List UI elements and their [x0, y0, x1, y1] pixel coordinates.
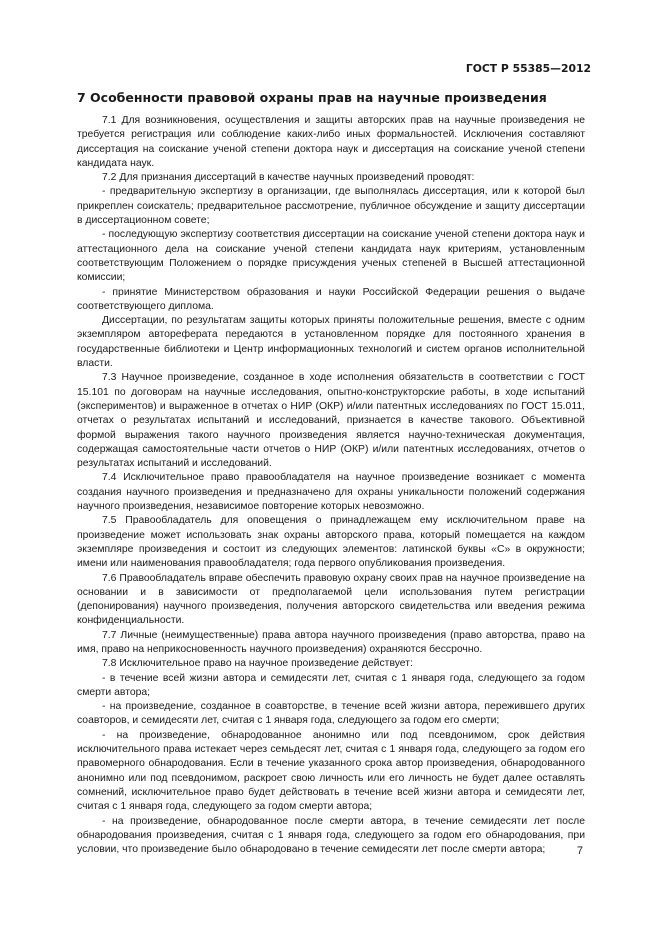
paragraph-7-5: 7.5 Правообладатель для оповещения о принадлежащем ему исключительном праве на произведение может использовать знак охраны авторского права, который помещается на каждом экземпляре произведения и состоит из следующих элементов: латинской буквы «C» в окружности; имени или наименования правообладателя; года первого опубликования произведения. [77, 515, 585, 570]
paragraph: Диссертации, по результатам защиты которых приняты положительные решения, вместе с одним экземпляром автореферата передаются в установленном порядке для постоянного хранения в государственные библиотеки и Центр информационных технологий и систем органов исполнительной власти. [77, 315, 585, 370]
list-item: - на произведение, созданное в соавторстве, в течение всей жизни автора, пережившего других соавторов, и семидесяти лет, считая с 1 января года, следующего за годом его смерти; [77, 701, 585, 727]
paragraph-7-3: 7.3 Научное произведение, созданное в ходе исполнения обязательств в соответствии с ГОСТ 15.101 по договорам на научные исследования, опытно-конструкторские работы, в ходе испытаний (экспериментов) и выраженное в отчетах о НИР (ОКР) и/или патентных исследованиях по ГОСТ 15.011, отчетах о результатах испытаний и исследований, признается в качестве такового. Объективной формой выражения такого научного произведения является научно-техническая документация, содержащая самостоятельные части отчетов о НИР (ОКР) и/или патентных исследованиях, отчетов о результатах испытаний и исследований. [77, 372, 585, 470]
list-item: - последующую экспертизу соответствия диссертации на соискание ученой степени доктора наук и аттестационного дела на соискание ученой степени кандидата наук критериям, установленным соответствующим Положением о порядке присуждения ученых степеней в Высшей аттестационной комиссии; [77, 229, 585, 284]
paragraph-7-1: 7.1 Для возникновения, осуществления и защиты авторских прав на научные произведения не требуется регистрация или соблюдение каких-либо иных формальностей. Исключения составляют диссертация на соискание ученой степени доктора наук и диссертация на соискание ученой степени кандидата наук. [77, 115, 585, 169]
paragraph-7-8: 7.8 Исключительное право на научное произведение действует: [102, 658, 413, 670]
list-item: - принятие Министерством образования и науки Российской Федерации решения о выдаче соответствующего диплома. [77, 286, 585, 312]
page-number: 7 [576, 845, 583, 857]
list-item: - в течение всей жизни автора и семидесяти лет, считая с 1 января года, следующего за годом смерти автора; [77, 672, 585, 698]
paragraph-7-4: 7.4 Исключительное право правообладателя на научное произведение возникает с момента создания научного произведения и предназначено для охраны уникальности положений содержания научного произведения, независимое повторение которых невозможно. [77, 472, 585, 513]
standard-header: ГОСТ Р 55385—2012 [465, 62, 591, 75]
section-title: 7 Особенности правовой охраны прав на научные произведения [77, 90, 547, 105]
paragraph-7-7: 7.7 Личные (неимущественные) права автора научного произведения (право авторства, право на имя, право на неприкосновенность научного произведения) охраняются бессрочно. [77, 629, 585, 655]
list-item: - предварительную экспертизу в организации, где выполнялась диссертация, или к которой был прикреплен соискатель; предварительное рассмотрение, публичное обсуждение и защиту диссертации в диссертационном совете; [77, 186, 585, 227]
paragraph-7-2: 7.2 Для признания диссертаций в качестве научных произведений проводят: [102, 172, 475, 184]
list-item: - на произведение, обнародованное анонимно или под псевдонимом, срок действия исключительного права истекает через семьдесят лет, считая с 1 января года, следующего за годом его правомерного обнародования. Если в течение указанного срока автор произведения, обнародованного анонимно или под псевдонимом, раскроет свою личность или его личность не будет далее оставлять сомнений, исключительное право будет действовать в течение всей жизни автора и семидесяти лет, считая с 1 января года, следующего за годом смерти автора; [77, 729, 585, 813]
paragraph-7-6: 7.6 Правообладатель вправе обеспечить правовую охрану своих прав на научное произведение на основании и в зависимости от предполагаемой цели использования путем регистрации (депонирования) научного произведения, получения авторского свидетельства или введения режима конфиденциальности. [77, 572, 585, 627]
section-body [77, 114, 585, 857]
list-item: - на произведение, обнародованное после смерти автора, в течение семидесяти лет после обнародования произведения, считая с 1 января года, следующего за годом его обнародования, при условии, что произведение было обнародовано в течение семидесяти лет после смерти автора; [77, 815, 585, 856]
